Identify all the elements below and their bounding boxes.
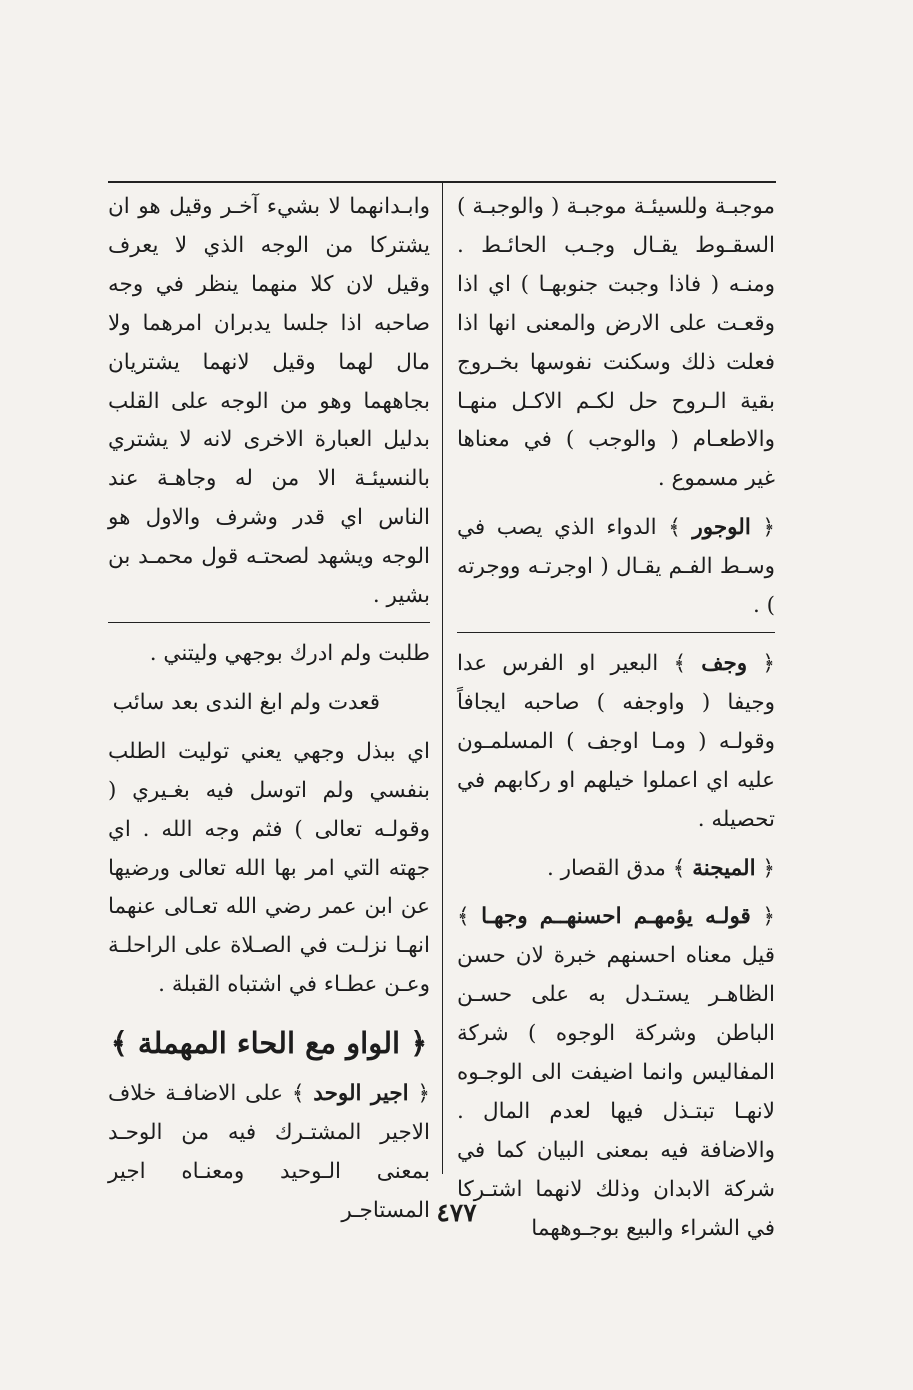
column-divider (442, 182, 443, 1174)
entry-yaummuhum: ﴿ قولـه يؤمهـم احسنهــم وجهـا ﴾ قيل معناه احسنهم خبرة لان حسن الظاهـر يستـدل به على حسـن الباطن وشركة الوجوه ) شركة المفاليس وانما اضيفت الى الوجـوه لانهـا تبتـذل فيها لعدم المال . والاضافة فيه بمعنى البيان كما في شركة الابدان وذلك لانهما اشتـركا في الشراء والبيع بوجـوههما (457, 904, 775, 1241)
paragraph: اي ببذل وجهي يعني توليت الطلب بنفسي ولم اتوسل فيه بغـيري ( وقولـه تعالى ) فثم وجه الله . اي جهته التي امر بها الله تعالى ورضيها عن ابن عمر رضي الله تعـالى عنهما انهـا نزلـت في الصـلاة على الراحلـة وعـن عطـاء في اشتباه القبلة . (108, 738, 430, 998)
left-column (108, 188, 430, 1231)
entry-wujur: ﴿ الوجور ﴾ الدواء الذي يصب في وسـط الفـم يقـال ( اوجرتـه ووجرته ) . (457, 515, 775, 619)
page-number: ٤٧٧ (436, 1198, 477, 1227)
entry-head: ﴿ قولـه يؤمهـم احسنهــم وجهـا ﴾ (457, 904, 775, 930)
verse-line-2: قعدت ولم ابغ الندى بعد سائب (112, 689, 380, 715)
verse-line-1: طلبت ولم ادرك بوجهي وليتني . (149, 640, 430, 666)
right-column (457, 188, 775, 1249)
entry-head: ﴿ اجير الوحد ﴾ (291, 1081, 431, 1107)
paragraph: وابـدانهما لا بشيء آخـر وقيل هو ان يشتركا من الوجه الذي لا يعرف وقيل لان كلا منهما ينظر في وجه صاحبه اذا جلسا يدبران امرهما ولا مال لهما وقيل لانهما يشتريان بجاههما وهو من الوجه على القلب بدليل العبارة الاخرى لانه لا يشتري بالنسيئـة الا من له وجاهـة عند الناس اي قدر وشرف والاول هو الوجه ويشهد لصحتـه قول محمـد بن بشير . (108, 194, 430, 609)
entry-mijana: ﴿ الميجنة ﴾ مدق القصار . (546, 855, 775, 881)
entry-wajaf: ﴿ وجف ﴾ البعير او الفرس عدا وجيفا ( واوجفه ) صاحبه ايجافاً وقولـه ( ومـا اوجف ) المسلمـون عليه اي اعملوا خيلهم او ركابهم في تحصيله . (457, 650, 775, 832)
entry-head: ﴿ وجف ﴾ (673, 650, 775, 676)
entry-head: ﴿ الميجنة ﴾ (672, 855, 775, 881)
paragraph: موجبـة وللسيئـة موجبـة ( والوجبـة ) السقـوط يقـال وجـب الحائـط . ومنـه ( فاذا وجبت جنوبهـا ) اي اذا وقعـت على الارض والمعنى انها اذا فعلت ذلك وسكنت نفوسها بخـروج بقية الـروح حل لكـم الاكـل منهـا والاطعـام ( والوجب ) في معناها غير مسموع . (457, 194, 775, 492)
entry-divider (457, 632, 775, 633)
entry-head: ﴿ الوجور ﴾ (668, 515, 775, 541)
entry-ajir-alwahd: ﴿ اجير الوحد ﴾ على الاضافـة خلاف الاجير المشتـرك فيه من الوحـد بمعنى الـوحيد ومعنـاه اجير المستاجـر (108, 1081, 431, 1223)
section-title: ﴿ الواو مع الحاء المهملة ﴾ (110, 1026, 428, 1061)
verse-divider (108, 622, 430, 623)
